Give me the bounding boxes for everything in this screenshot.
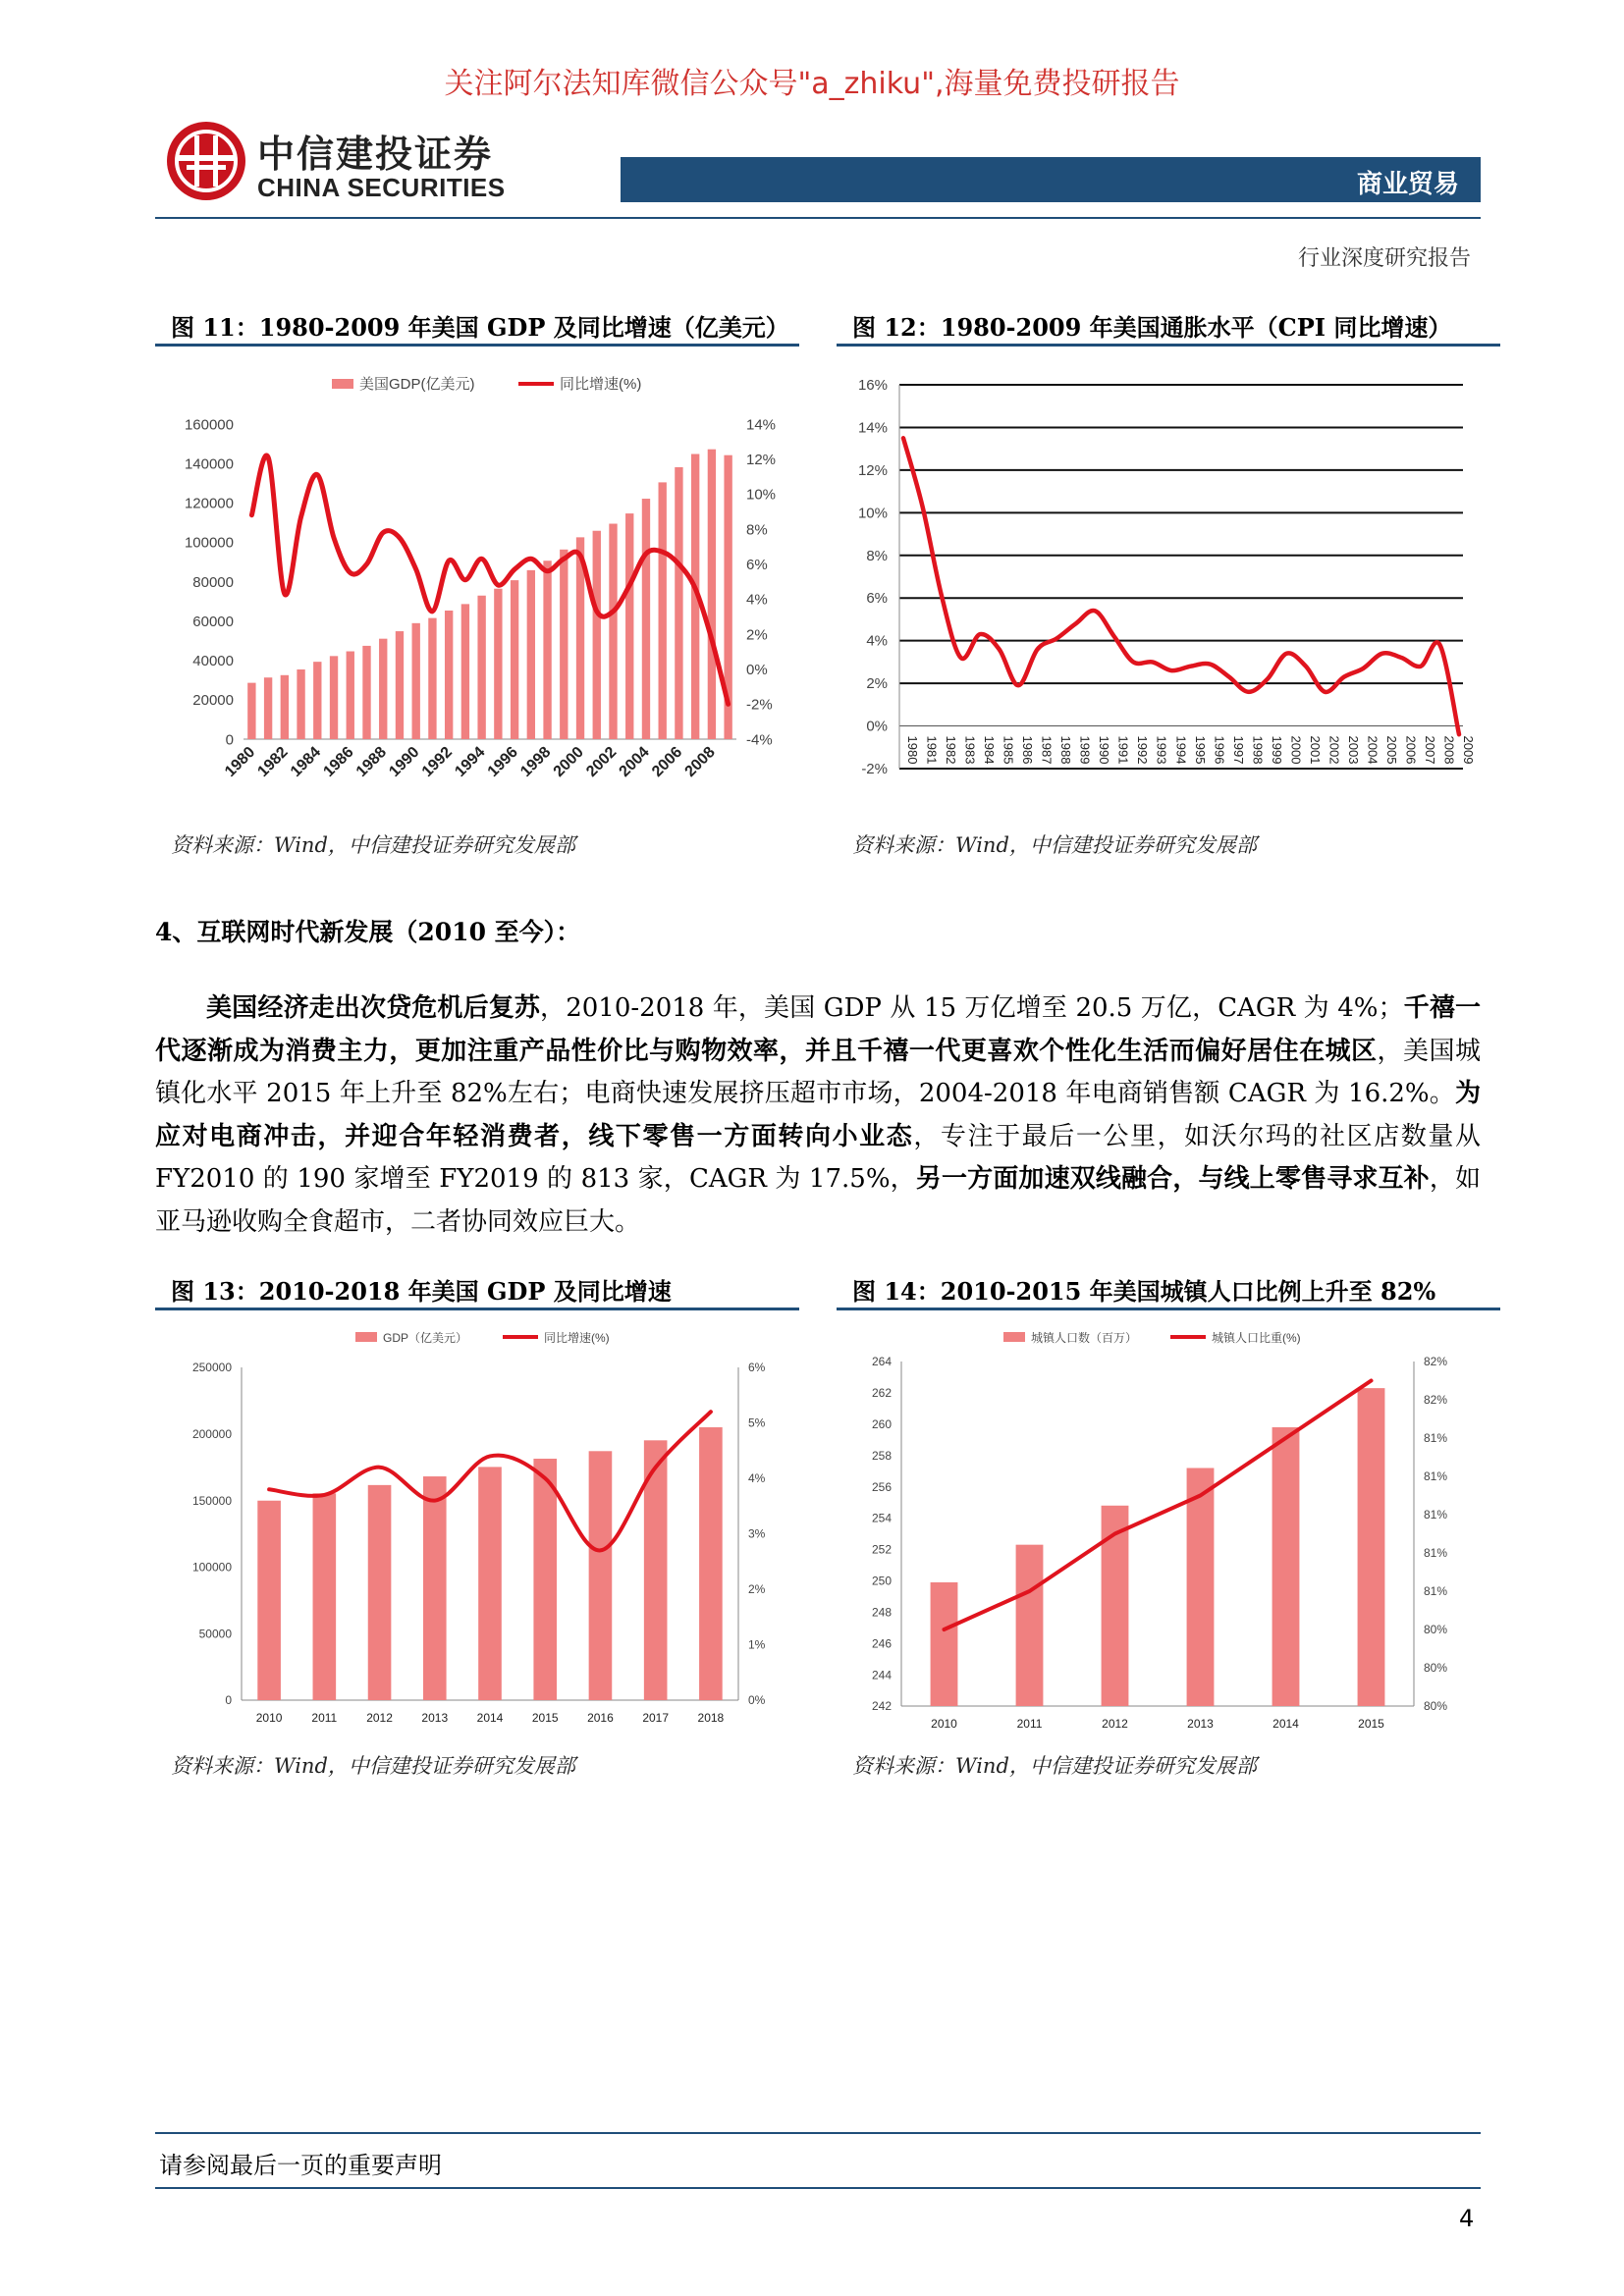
fig11-growth-line [251,455,728,704]
x-tick-label: 2016 [587,1711,614,1725]
x-tick-label: 2014 [476,1711,504,1725]
x-tick-label: 1981 [924,735,940,765]
x-tick-label: 1982 [254,743,292,780]
left-tick-label: 40000 [192,653,234,669]
bar-1984 [313,662,321,739]
legend-line-label: 城镇人口比重(%) [1212,1331,1301,1345]
figure-12-source: 资料来源：Wind，中信建投证券研究发展部 [852,833,1257,857]
bar-1981 [264,677,272,739]
section-heading: 4、互联网时代新发展（2010 至今）： [155,918,581,946]
left-tick-label: 248 [871,1605,892,1620]
y-tick-label: 6% [866,590,888,608]
x-tick-label: 2002 [583,743,621,780]
left-tick-label: 100000 [184,534,234,552]
logo-english-name: CHINA SECURITIES [257,173,506,202]
bar-2012 [368,1485,392,1700]
bar-2001 [593,531,601,739]
x-tick-label: 1989 [1077,735,1093,765]
right-tick-label: 4% [748,1471,766,1486]
right-tick-label: 80% [1424,1699,1448,1714]
x-tick-label: 2015 [1358,1717,1384,1731]
left-tick-label: 50000 [198,1627,232,1641]
x-tick-label: 1980 [222,743,259,780]
left-tick-label: 258 [871,1448,892,1463]
right-tick-label: 2% [748,1582,766,1597]
body-paragraph [155,988,1481,1244]
right-tick-label: 81% [1424,1431,1448,1446]
figure-14-rule [837,1308,1500,1310]
right-tick-label: 3% [748,1526,766,1541]
bar-2006 [675,467,682,739]
left-tick-label: 160000 [184,416,234,434]
left-tick-label: 140000 [184,455,234,473]
left-tick-label: 256 [871,1479,892,1494]
y-tick-label: 16% [857,377,888,394]
figure-13-source: 资料来源：Wind，中信建投证券研究发展部 [171,1754,575,1778]
legend-line-label: 同比增速(%) [560,376,642,393]
bar-2016 [589,1451,613,1700]
x-tick-label: 1988 [1058,735,1074,765]
figure-11-rule [155,344,799,347]
x-tick-label: 1980 [905,735,920,765]
x-tick-label: 2005 [1383,735,1399,765]
x-tick-label: 2002 [1326,735,1342,765]
x-tick-label: 2000 [1288,735,1304,765]
x-tick-label: 2003 [1345,735,1361,765]
x-tick-label: 2012 [1102,1717,1128,1731]
figure-12-title: 图 12：1980-2009 年美国通胀水平（CPI 同比增速） [852,313,1452,342]
x-tick-label: 1994 [452,743,489,780]
logo-chinese-name: 中信建投证券 [257,133,494,176]
bar-2008 [708,450,716,739]
company-logo-icon [165,120,247,202]
left-tick-label: 246 [871,1636,892,1651]
y-tick-label: -2% [861,761,888,777]
figure-11-source: 资料来源：Wind，中信建投证券研究发展部 [171,833,575,857]
x-tick-label: 2000 [550,743,587,780]
right-tick-label: 81% [1424,1546,1448,1561]
x-tick-label: 1990 [386,743,423,780]
report-type: 行业深度研究报告 [1297,246,1471,271]
x-tick-label: 2013 [1187,1717,1214,1731]
bar-1992 [445,611,453,739]
y-tick-label: 4% [866,632,888,650]
x-tick-label: 1990 [1097,735,1112,765]
right-tick-label: 2% [746,626,768,644]
figure-11-chart [167,363,805,815]
right-tick-label: 12% [746,451,777,468]
footer-divider-2 [155,2187,1481,2189]
para-run: ，美国城镇化水平 2015 年上升至 82%左右；电商快速发展挤压超市市场，2004-2018 年电商销售额 CAGR 为 16.2%。 [155,1036,1481,1108]
left-tick-label: 80000 [192,573,234,591]
x-tick-label: 2006 [649,743,686,780]
x-tick-label: 1986 [320,743,357,780]
x-tick-label: 2018 [697,1711,725,1725]
left-tick-label: 120000 [184,495,234,512]
bar-1994 [477,596,485,739]
x-tick-label: 2011 [311,1711,338,1725]
figure-12-rule [837,344,1500,347]
left-tick-label: 260 [871,1417,892,1432]
para-run: 美国经济走出次贷危机后复苏 [206,993,541,1023]
x-tick-label: 1983 [962,735,978,765]
left-tick-label: 150000 [191,1493,232,1508]
bar-1983 [297,669,304,739]
figure-13-chart [167,1320,805,1733]
right-tick-label: 6% [746,556,768,573]
x-tick-label: 1986 [1020,735,1036,765]
x-tick-label: 2009 [1461,735,1476,765]
x-tick-label: 1984 [982,735,998,765]
bar-1988 [379,639,387,739]
bar-1996 [511,580,518,739]
bar-1987 [362,646,370,739]
left-tick-label: 0 [225,731,234,749]
x-tick-label: 1987 [1039,735,1055,765]
bar-2013 [1187,1468,1215,1706]
bar-1998 [543,561,551,739]
legend-bar-swatch [1003,1332,1025,1342]
bar-2005 [659,482,667,739]
right-tick-label: 8% [746,521,768,539]
right-tick-label: 4% [746,591,768,609]
x-tick-label: 2004 [1365,735,1380,765]
right-tick-label: -2% [746,696,773,714]
x-tick-label: 1996 [484,743,521,780]
y-tick-label: 8% [866,547,888,564]
x-tick-label: 2001 [1307,735,1323,765]
figure-11-title: 图 11：1980-2009 年美国 GDP 及同比增速（亿美元） [171,313,789,342]
left-tick-label: 252 [871,1542,892,1557]
x-tick-label: 2006 [1403,735,1419,765]
right-tick-label: 80% [1424,1623,1448,1637]
right-tick-label: 82% [1424,1393,1448,1408]
legend-bar-swatch [355,1332,377,1342]
bar-1993 [461,604,469,739]
bar-1980 [247,683,255,739]
legend-line-label: 同比增速(%) [544,1331,610,1345]
x-tick-label: 2012 [366,1711,393,1725]
x-tick-label: 2017 [642,1711,670,1725]
section-band [621,157,1481,202]
left-tick-label: 262 [871,1386,892,1401]
left-tick-label: 20000 [192,692,234,710]
left-tick-label: 60000 [192,613,234,630]
bar-2011 [1016,1545,1044,1706]
x-tick-label: 1998 [517,743,555,780]
x-tick-label: 2014 [1272,1717,1299,1731]
y-tick-label: 12% [857,461,888,479]
x-tick-label: 1998 [1250,735,1266,765]
x-tick-label: 1992 [1135,735,1151,765]
bar-1999 [560,550,568,739]
figure-13-title: 图 13：2010-2018 年美国 GDP 及同比增速 [171,1277,672,1306]
bar-1991 [428,618,436,739]
x-tick-label: 1995 [1192,735,1208,765]
x-tick-label: 1996 [1212,735,1227,765]
x-tick-label: 2007 [1422,735,1437,765]
para-run: ，如亚马逊收购全食超市，二者协同效应巨大。 [155,1164,1481,1237]
section-label: 商业贸易 [1356,170,1459,199]
footer-divider [155,2132,1481,2134]
right-tick-label: 81% [1424,1584,1448,1599]
x-tick-label: 2013 [421,1711,449,1725]
right-tick-label: 0% [746,661,768,678]
watermark-text: 关注阿尔法知库微信公众号"a_zhiku",海量免费投研报告 [444,67,1180,101]
x-tick-label: 1999 [1269,735,1284,765]
right-tick-label: 6% [748,1361,766,1375]
left-tick-label: 200000 [191,1427,232,1441]
x-tick-label: 1982 [944,735,959,765]
x-tick-label: 2011 [1016,1717,1043,1731]
x-tick-label: 1984 [287,743,325,780]
left-tick-label: 264 [871,1355,892,1369]
bar-2013 [423,1476,447,1700]
x-tick-label: 1991 [1115,735,1131,765]
para-run: 为应对电商冲击，并迎合年轻消费者，线下零售一方面转向小业态 [155,1079,1481,1151]
bar-1995 [494,589,502,739]
left-tick-label: 0 [225,1693,232,1708]
fig12-cpi-line [903,438,1459,734]
y-tick-label: 0% [866,718,888,735]
x-tick-label: 2015 [531,1711,559,1725]
left-tick-label: 242 [871,1699,892,1714]
left-tick-label: 244 [871,1668,892,1682]
bar-2014 [1272,1427,1300,1706]
x-tick-label: 1985 [1001,735,1016,765]
figure-14-source: 资料来源：Wind，中信建投证券研究发展部 [852,1754,1257,1778]
x-tick-label: 1993 [1154,735,1169,765]
x-tick-label: 2008 [1441,735,1457,765]
bar-2015 [533,1459,557,1700]
legend-bar-swatch [332,379,353,389]
y-tick-label: 10% [857,505,888,522]
bar-1986 [347,652,354,739]
bar-2015 [1358,1388,1385,1706]
x-tick-label: 2004 [616,743,653,780]
para-run: ，专注于最后一公里，如沃尔玛的社区店数量从 FY2010 的 190 家增至 FY2019 的 813 家，CAGR 为 17.5%， [155,1121,1481,1194]
legend-bar-label: GDP（亿美元） [383,1331,468,1345]
para-run: ，2010-2018 年，美国 GDP 从 15 万亿增至 20.5 万亿，CAGR 为 4%； [540,993,1404,1023]
y-tick-label: 2% [866,675,888,693]
bar-2010 [931,1582,958,1706]
para-run: 千禧一代逐渐成为消费主力，更加注重产品性价比与购物效率，并且千禧一代更喜欢个性化生活而偏好居住在城区 [155,993,1481,1066]
x-tick-label: 1997 [1230,735,1246,765]
bar-2011 [313,1493,337,1700]
right-tick-label: 0% [748,1693,766,1708]
bar-2014 [478,1467,502,1700]
figure-13-rule [155,1308,799,1310]
bar-2004 [642,499,650,739]
y-tick-label: 14% [857,419,888,437]
x-tick-label: 2010 [255,1711,283,1725]
bar-2002 [609,524,617,739]
right-tick-label: 10% [746,486,777,504]
bar-1997 [527,570,535,739]
right-tick-label: 14% [746,416,777,434]
right-tick-label: 1% [748,1637,766,1652]
right-tick-label: 81% [1424,1508,1448,1522]
bar-2018 [699,1427,723,1700]
bar-2003 [625,513,633,739]
x-tick-label: 1992 [418,743,456,780]
figure-14-title: 图 14：2010-2015 年美国城镇人口比例上升至 82% [852,1277,1436,1306]
right-tick-label: 82% [1424,1355,1448,1369]
legend-bar-label: 城镇人口数（百万） [1031,1331,1138,1345]
figure-12-chart [844,363,1492,815]
bar-2010 [257,1501,281,1700]
x-tick-label: 2008 [681,743,719,780]
right-tick-label: 81% [1424,1469,1448,1484]
x-tick-label: 2010 [931,1717,957,1731]
bar-1989 [396,631,404,739]
right-tick-label: 80% [1424,1661,1448,1676]
left-tick-label: 250 [871,1574,892,1588]
left-tick-label: 254 [871,1511,892,1525]
x-tick-label: 1988 [352,743,391,780]
bar-1990 [412,623,420,739]
bar-1982 [281,675,289,739]
x-tick-label: 1994 [1173,735,1189,765]
footer-disclaimer: 请参阅最后一页的重要声明 [159,2152,442,2179]
header-divider [155,217,1481,219]
left-tick-label: 100000 [191,1560,232,1575]
right-tick-label: 5% [748,1415,766,1430]
fig14-ratio-line [945,1381,1372,1630]
page-number: 4 [1459,2205,1475,2232]
right-tick-label: -4% [746,731,773,749]
para-run: 另一方面加速双线融合，与线上零售寻求互补 [915,1164,1430,1194]
bar-1985 [330,656,338,739]
left-tick-label: 250000 [191,1361,232,1375]
figure-14-chart [844,1320,1492,1733]
legend-bar-label: 美国GDP(亿美元) [359,376,475,393]
